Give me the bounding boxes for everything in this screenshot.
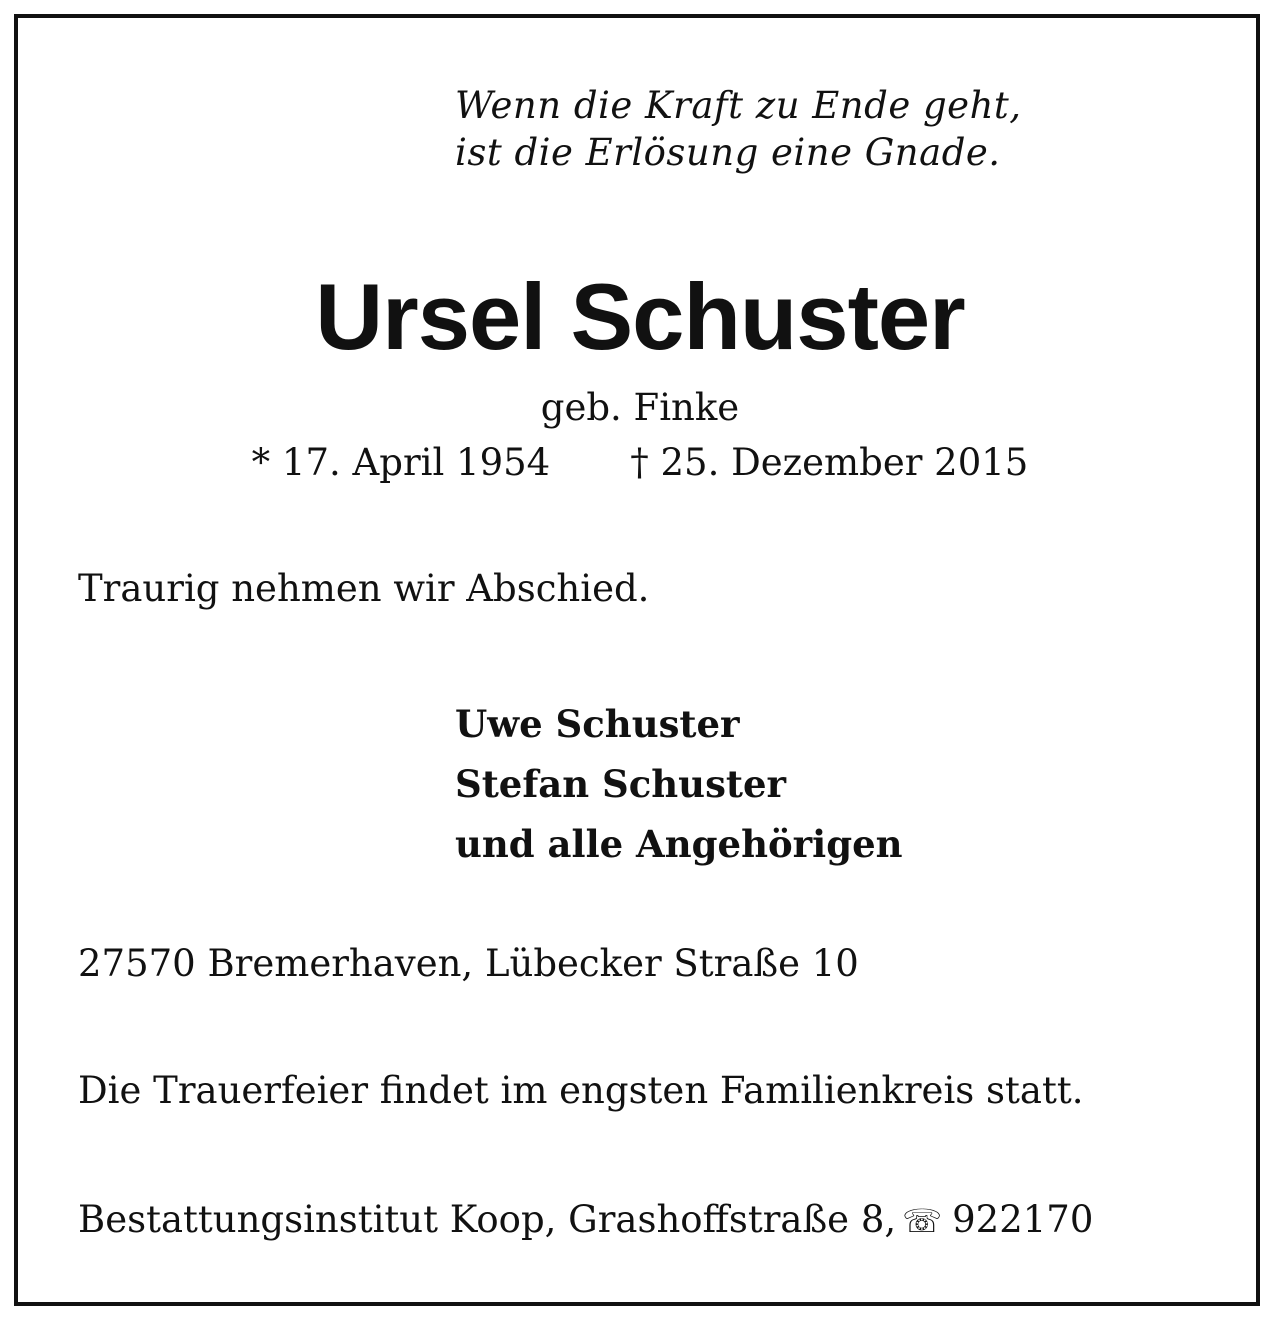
- mourner-item: Uwe Schuster: [455, 702, 740, 746]
- motto-line-1: Wenn die Kraft zu Ende geht,: [455, 84, 1022, 127]
- funeral-home-line: [78, 1197, 1093, 1244]
- ceremony-text: Die Trauerfeier findet im engsten Familienkreis statt.: [78, 1069, 1084, 1112]
- telephone-icon: ☏: [902, 1202, 943, 1240]
- phone-number: 922170: [952, 1198, 1094, 1241]
- motto-quote: [455, 82, 1022, 176]
- farewell-text: Traurig nehmen wir Abschied.: [78, 567, 650, 610]
- mourners-list: [455, 694, 903, 874]
- death-date: † 25. Dezember 2015: [630, 441, 1029, 484]
- maiden-name: geb. Finke: [540, 386, 740, 429]
- address-text: 27570 Bremerhaven, Lübecker Straße 10: [78, 942, 859, 985]
- deceased-name: Ursel Schuster: [315, 264, 965, 369]
- mourner-item: und alle Angehörigen: [455, 822, 903, 866]
- mourner-item: Stefan Schuster: [455, 762, 787, 806]
- funeral-home-text: Bestattungsinstitut Koop, Grashoffstraße 8,: [78, 1198, 897, 1241]
- motto-line-2: ist die Erlösung eine Gnade.: [455, 131, 1001, 174]
- life-dates: [0, 440, 1280, 486]
- birth-date: * 17. April 1954: [251, 441, 551, 484]
